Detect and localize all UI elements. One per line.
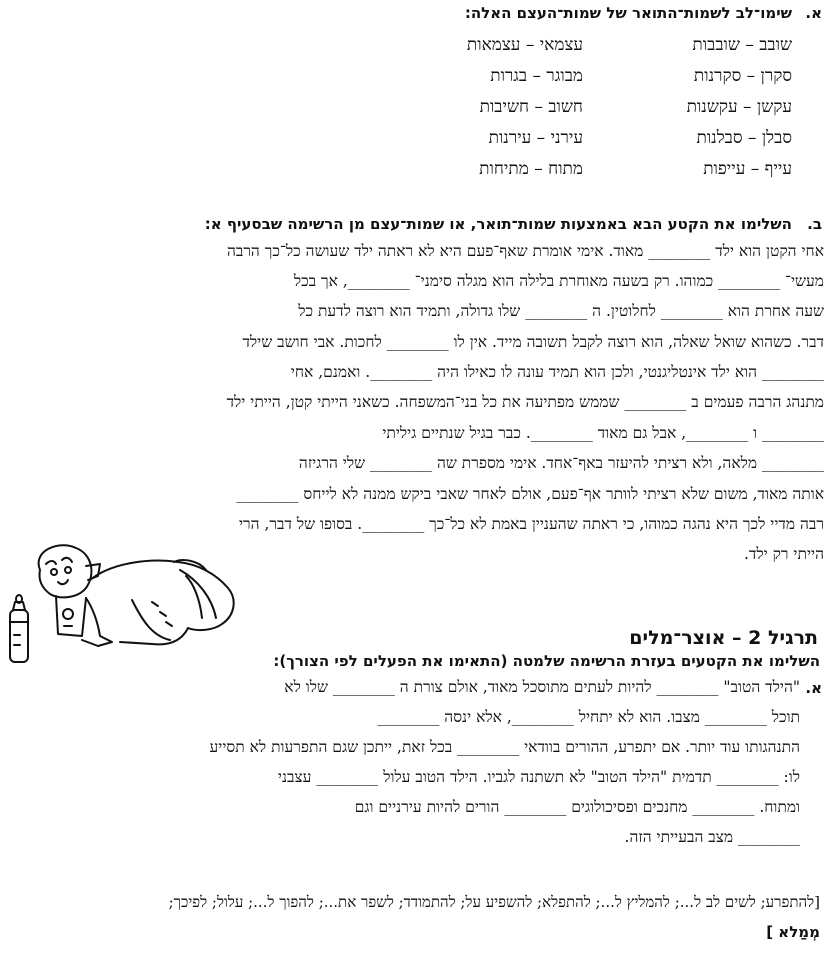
- pair-item: עירני – עירנות: [488, 128, 583, 148]
- pair-item: עייף – עייפות: [703, 159, 792, 179]
- pair-item: מתוח – מתיחות: [479, 159, 583, 179]
- exercise-2-passage: [6, 677, 800, 877]
- passage-line: מעשי־ ________ כמוהו. רק בשעה מאוחרת בלילה הוא מגלה סימני־ ________, אך בכל: [293, 272, 824, 290]
- pair-item: סבלן – סבלנות: [696, 128, 792, 148]
- part-b-passage: [2, 241, 824, 571]
- baby-body-icon: [82, 560, 234, 646]
- passage-line: אותה מאוד, משום שלא רציתי לוותר אף־פעם, אולם לאחר שאבי ביקש ממנה לא לייחס ________: [236, 485, 824, 503]
- exercise-2-marker: א.: [805, 679, 822, 697]
- passage-line: שעה אחרת הוא ________ לחלוטין. ה ________ שלו גדולה, ותמיד הוא רוצה לדעת כל: [298, 302, 824, 320]
- passage-line: ________ מלאה, ולא רציתי להיעזר באף־אחד. אימי מספרת שה ________ שלי הרגיזה: [298, 454, 824, 472]
- part-b-marker: ב.: [807, 215, 822, 233]
- word-bank-line-2: מְמַלא ]: [766, 923, 820, 941]
- passage-line: התנהגותו עוד יותר. אם יתפרע, ההורים בוודאי ________ בכל זאת, ייתכן שגם התפרעות לא תסייע: [209, 738, 800, 756]
- word-bank-line-1: [להתפרע; לשים לב ל...; להמליץ ל...; להתפלא; להשפיע על; להתמודד; לשפר את...; להפוך ל...; עלול; לפיכך;: [168, 893, 820, 911]
- passage-line: ומתוח. ________ מחנכים ופסיכולוגים ________ הורים להיות עירניים וגם: [354, 798, 800, 816]
- passage-line: ________ מצב הבעייתי הזה.: [624, 828, 800, 846]
- pairs-right-column: [642, 30, 792, 185]
- part-a-marker: א.: [805, 4, 822, 22]
- baby-bib-icon: [56, 596, 86, 636]
- passage-line: לו: ________ תדמית "הילד הטוב" לא תשתנה לגביו. הילד הטוב עלול ________ עצבני: [277, 768, 800, 786]
- baby-head-icon: [39, 545, 100, 597]
- pair-item: מבוגר – בגרות: [490, 66, 583, 86]
- crawling-baby-illustration: [2, 540, 247, 670]
- pair-item: עצמאי – עצמאות: [466, 35, 583, 55]
- passage-line: הייתי רק ילד.: [743, 545, 824, 563]
- passage-line: ________ הוא ילד אינטליגנטי, ולכן הוא תמיד עונה לו כאילו היה ________. ואמנם, אחי: [290, 363, 824, 381]
- part-a-instruction: שימו־לב לשמות־התואר של שמות־העצם האלה:: [464, 4, 792, 22]
- pair-item: שובב – שובבות: [692, 35, 792, 55]
- pair-item: עקשן – עקשנות: [686, 97, 792, 117]
- passage-line: דבר. כשהוא שואל שאלה, הוא רוצה לקבל תשובה מייד. אין לו ________ לחכות. אבי חושב שילד: [242, 333, 824, 351]
- passage-line: ________ ו ________, אבל גם מאוד ________. כבר בגיל שנתיים גיליתי: [382, 424, 824, 442]
- passage-line: רבה מדיי לכך היא נהגה כמוהו, כי ראתה שהעניין באמת לא כל־כך ________. בסופו של דבר, הרי: [238, 515, 824, 533]
- exercise-2-title: תרגיל 2 – אוצר־מלים: [629, 627, 818, 649]
- pair-item: חשוב – חשיבות: [479, 97, 583, 117]
- pairs-left-column: [413, 30, 583, 185]
- passage-line: מתנהג הרבה פעמים ב ________ שממש מפתיעה את כל בני־המשפחה. כשאני הייתי קטן, הייתי ילד: [226, 393, 824, 411]
- passage-line: אחי הקטן הוא ילד ________ מאוד. אימי אומרת שאף־פעם היא לא ראתה ילד שעושה כל־כך הרבה: [226, 242, 824, 260]
- passage-line: "הילד הטוב" ________ להיות לעתים מתוסכל מאוד, אולם צורת ה ________ שלו לא: [284, 678, 800, 696]
- exercise-2-instruction: השלימו את הקטעים בעזרת הרשימה שלמטה (התאימו את הפעלים לפי הצורך):: [273, 652, 820, 670]
- pair-item: סקרן – סקרנות: [693, 66, 792, 86]
- part-b-instruction: השלימו את הקטע הבא באמצעות שמות־תואר, או שמות־עצם מן הרשימה שבסעיף א:: [204, 215, 792, 233]
- passage-line: תוכל ________ מצבו. הוא לא יתחיל ________, אלא ינסה ________: [377, 708, 800, 726]
